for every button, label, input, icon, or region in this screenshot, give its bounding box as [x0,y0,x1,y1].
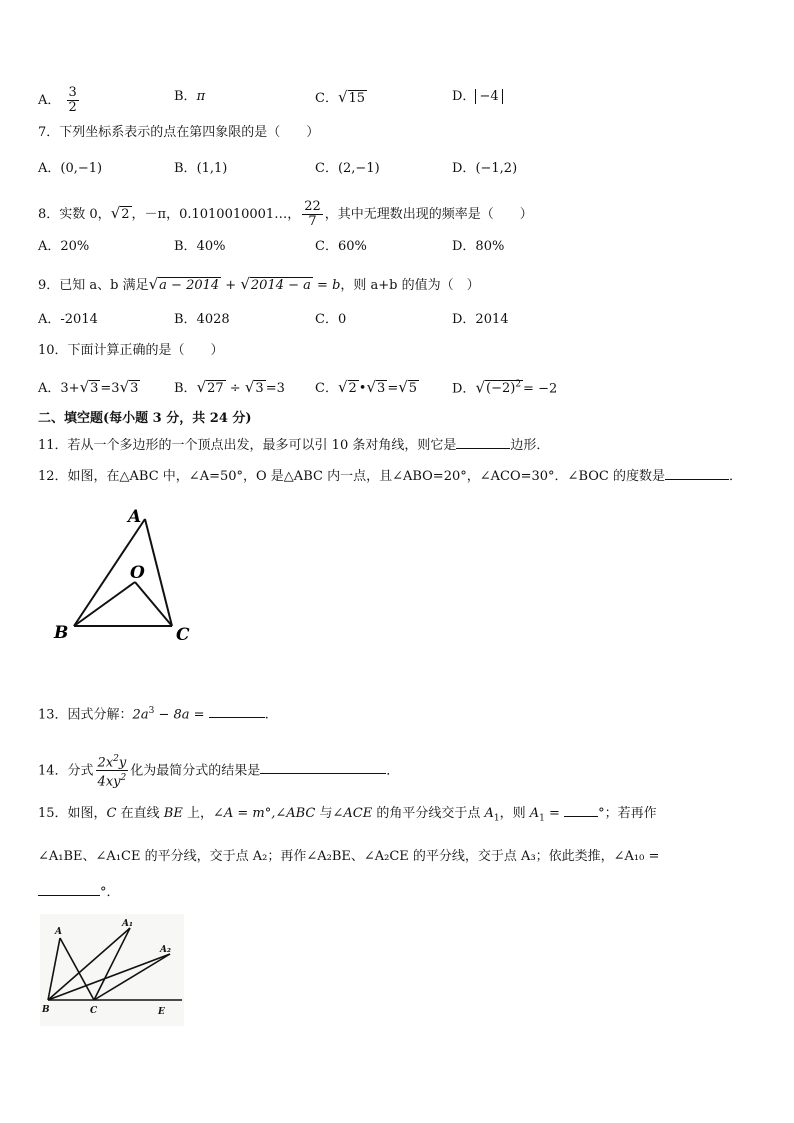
radicand: 2014 − a [250,278,311,293]
radicand: 2 [348,381,357,396]
label-o: O [130,563,145,583]
stem-text: ，－π，0.1010010001…， [131,207,301,222]
stem-text: 9．已知 a、b 满足 [38,278,149,293]
stem-text: °． [100,885,120,900]
option-value: (2,−1) [337,161,380,176]
radicand: 3 [130,381,139,396]
radicand: 3 [377,381,386,396]
q9-option-c: C．0 [315,312,347,327]
edge-bo [74,582,135,626]
option-value: π [196,89,206,104]
den-text: 4xy [97,774,121,790]
q10-option-a [38,378,140,398]
denominator [96,771,129,789]
expr: 2a [132,707,149,723]
q15-line3 [38,884,120,902]
label-b: B [42,1005,50,1015]
numerator: 3 [68,85,77,100]
q7-option-b [174,160,227,178]
label-b: B [54,623,69,643]
radicand-base: (−2) [486,381,516,397]
math-var: A [529,806,540,821]
stem-text: ，其中无理数出现的频率是（ ） [324,207,533,222]
stem-text: 13．因式分解： [38,707,133,723]
num-text: 2x [97,755,114,771]
q10-option-c [315,378,419,398]
equation-rhs: = b [312,278,341,293]
option-label: A． [38,93,61,108]
expr: =3 [265,381,285,396]
option-label: B． [174,161,197,176]
q8-option-b: B．40% [174,239,226,254]
fraction [96,752,129,790]
math-var: BE [163,806,183,821]
sqrt: √15 [337,88,366,106]
math-var: A [484,806,494,821]
option-label: C． [315,91,338,106]
option-value: (0,−1) [60,161,103,176]
answer-blank[interactable] [564,816,598,817]
operator: + [221,278,241,293]
answer-blank[interactable] [209,717,265,718]
option-label: D． [452,161,476,176]
stem-text: ． [386,763,400,779]
option-label: D． [452,381,476,397]
sqrt: √2 [337,378,357,396]
label-a: A [55,927,62,937]
sqrt: √3 [366,378,386,396]
sqrt: √5 [398,378,418,396]
q9-stem [38,275,480,295]
expr: 3+ [60,381,80,396]
q8-option-a: A．20% [38,239,90,254]
stem-text: 的角平分线交于点 [372,806,485,821]
q14 [38,752,399,790]
q15-line1: 15．如图，C 在直线 BE 上，∠A = m°,∠ABC 与∠ACE 的角平分线交于点 $A_1$，则 $A_1$ = °；若再作 [38,806,657,824]
q10-option-b [174,378,285,398]
exponent: 3 [148,706,155,716]
expr: = −2 [523,381,558,397]
num-text: y [118,755,127,771]
abs-value: −4 [475,89,502,104]
q8-stem [38,200,533,229]
option-label: C． [315,381,338,396]
radicand: 27 [207,381,224,396]
q8-option-d: D．80% [452,239,505,254]
sqrt: √a − 2014 [148,275,220,293]
label-a1: A₁ [122,919,133,929]
stem-text: 8．实数 0， [38,207,111,222]
fraction [67,86,79,115]
operator: ÷ [225,381,245,396]
operator: = [544,806,565,821]
q10-option-d [452,376,557,398]
q10-stem: 10．下面计算正确的是（ ） [38,343,224,358]
stem-text: 12．如图，在△ABC 中，∠A=50°，O 是△ABC 内一点，且∠ABO=20°，∠ACO=30°．∠BOC 的度数是 [38,469,665,484]
label-c: C [90,1006,98,1016]
q7-option-c [315,160,380,178]
q15-line2: ∠A₁BE、∠A₁CE 的平分线，交于点 A₂；再作∠A₂BE、∠A₂CE 的平分线，交于点 A₃；依此类推，∠A₁₀ = [38,849,660,864]
operator: • [358,381,367,396]
option-label: B． [174,89,197,104]
radicand [485,380,523,396]
sqrt: √27 [196,378,224,396]
option-value: (−1,2) [475,161,518,176]
q9-option-b: B．4028 [174,312,230,327]
option-label: D． [452,89,476,104]
sqrt: √3 [244,378,264,396]
stem-text: 化为最简分式的结果是 [130,763,261,779]
fraction [302,200,323,229]
q7-option-d [452,160,517,178]
q6-option-c [315,88,367,108]
denominator: 2 [68,100,77,115]
q7-stem: 7．下列坐标系表示的点在第四象限的是（ ） [38,125,320,140]
expr: =3 [100,381,120,396]
exponent: 2 [515,380,522,390]
exponent: 2 [113,754,119,764]
q9-option-a: A．-2014 [38,312,98,327]
label-a: A [128,507,142,527]
denominator: 7 [308,214,317,229]
stem-text: °；若再作 [598,806,657,821]
stem-text: ． [728,469,742,484]
q11 [38,437,549,455]
math-var: C [106,806,117,821]
radicand: 2 [121,207,130,222]
stem-text: 边形． [510,438,550,453]
math-expr: ∠ACE [332,806,373,821]
option-label: A． [38,161,61,176]
radicand: 3 [255,381,264,396]
sqrt: $√(-2)^2$ [475,378,522,397]
angle-bisector-figure [40,914,184,1026]
answer-blank[interactable] [665,479,729,480]
q12 [38,468,742,486]
triangle-figure [48,502,208,650]
radicand: 15 [348,91,366,106]
label-a2: A₂ [160,945,171,955]
expr: = [387,381,399,396]
sqrt: √3 [119,378,139,396]
option-label: A． [38,381,61,396]
stem-text: 与 [315,806,333,821]
q8-option-c: C．60% [315,239,367,254]
q7-option-a [38,160,102,178]
label-e: E [158,1007,165,1017]
q6-option-d [452,88,503,106]
stem-text: . [264,707,269,723]
label-c: C [176,625,190,645]
option-value: (1,1) [196,161,228,176]
numerator [96,752,129,771]
stem-text: ，则 a+b 的值为（ ） [340,278,480,293]
expr: − 8a = [154,707,209,723]
sqrt: √3 [79,378,99,396]
sqrt: √2014 − a [240,275,311,293]
radicand: 3 [90,381,99,396]
stem-text: 14．分式 [38,763,94,779]
exponent: 2 [120,773,127,784]
sqrt: √2 [110,204,130,222]
answer-blank[interactable] [260,773,386,774]
math-expr: ∠A = m°,∠ABC [212,806,316,821]
q13 [38,702,269,724]
answer-blank[interactable] [456,448,510,449]
q6-option-b [174,88,205,106]
section-heading: 二、填空题(每小题 3 分，共 24 分) [38,411,252,426]
stem-text: 上， [182,806,213,821]
numerator: 22 [304,199,321,214]
stem-text: 15．如图， [38,806,107,821]
option-label: B． [174,381,197,396]
q9-option-d: D．2014 [452,312,509,327]
stem-text: ，则 [499,806,530,821]
answer-blank[interactable] [38,895,100,896]
q6-option-a [38,86,81,115]
option-label: C． [315,161,338,176]
radicand: a − 2014 [159,278,220,293]
stem-text: 在直线 [116,806,164,821]
radicand: 5 [408,381,418,396]
stem-text: 11．若从一个多边形的一个顶点出发，最多可以引 10 条对角线，则它是 [38,438,457,453]
